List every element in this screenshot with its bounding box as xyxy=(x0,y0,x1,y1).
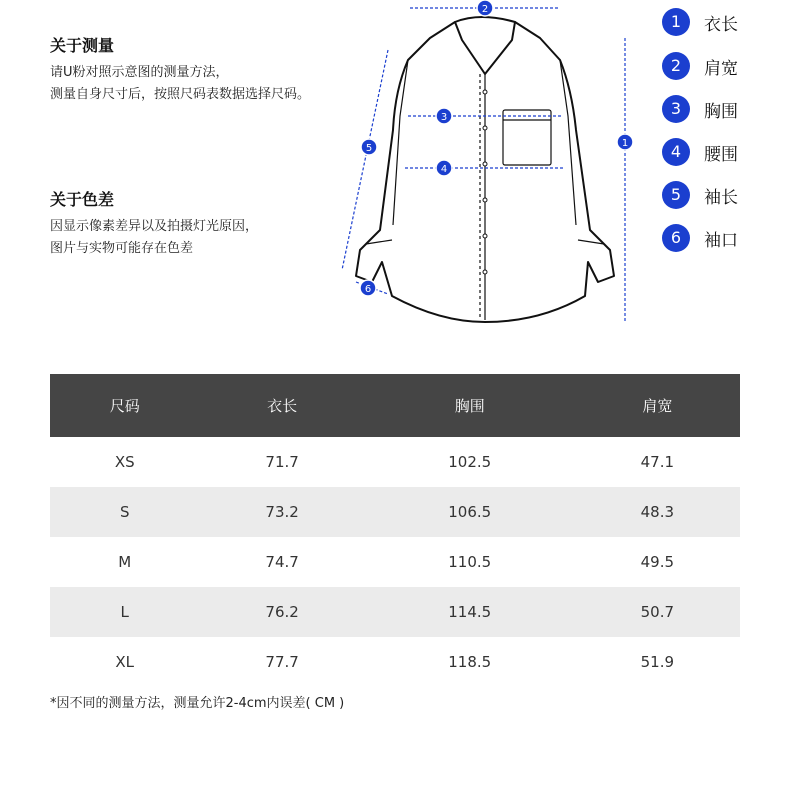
cell-size: L xyxy=(50,587,199,637)
color-desc xyxy=(50,216,258,260)
table-header-row xyxy=(50,374,740,437)
legend-label: 胸围 xyxy=(704,102,738,122)
legend-item xyxy=(662,52,782,82)
measure-line-2: 测量自身尺寸后，按照尺码表数据选择尺码。 xyxy=(50,87,311,102)
legend-item xyxy=(662,95,782,125)
cell-length: 71.7 xyxy=(265,453,299,471)
legend-label: 袖长 xyxy=(704,188,738,208)
marker-2: 2 xyxy=(481,4,489,15)
cell-shoulder: 50.7 xyxy=(575,587,740,637)
legend-number: 3 xyxy=(662,95,690,123)
legend-number: 5 xyxy=(662,181,690,209)
col-header-chest: 胸围 xyxy=(365,374,575,437)
legend-label: 衣长 xyxy=(704,15,738,35)
color-line-1: 因显示像素差异以及拍摄灯光原因， xyxy=(50,219,259,234)
cell-size: XS xyxy=(114,453,135,471)
legend-number: 2 xyxy=(662,52,690,80)
cell-length: 76.2 xyxy=(199,587,364,637)
cell-shoulder: 48.3 xyxy=(575,487,740,537)
shirt-diagram xyxy=(330,0,650,335)
legend-label: 腰围 xyxy=(704,145,738,165)
table-row xyxy=(50,637,740,687)
cell-size: XL xyxy=(115,653,135,671)
col-header-shoulder: 肩宽 xyxy=(575,374,740,437)
color-line-2: 图片与实物可能存在色差 xyxy=(50,241,194,256)
col-header-size: 尺码 xyxy=(50,374,199,437)
table-row xyxy=(50,487,740,537)
legend-number: 6 xyxy=(662,224,690,252)
legend-label: 肩宽 xyxy=(704,59,738,79)
cell-shoulder: 49.5 xyxy=(640,553,675,571)
cell-chest: 102.5 xyxy=(448,453,492,471)
table-row xyxy=(50,537,740,587)
measure-title: 关于测量 xyxy=(50,36,115,55)
cell-chest: 114.5 xyxy=(365,587,575,637)
color-title: 关于色差 xyxy=(50,190,115,209)
legend-item xyxy=(662,8,782,38)
cell-length: 77.7 xyxy=(265,653,299,671)
size-table xyxy=(50,374,740,687)
footnote: *因不同的测量方法，测量允许2-4cm内误差( CM ) xyxy=(50,696,345,711)
cell-size: M xyxy=(118,553,132,571)
col-header-length: 衣长 xyxy=(199,374,364,437)
cell-size: S xyxy=(50,487,199,537)
marker-6: 6 xyxy=(364,284,372,295)
table-row xyxy=(50,437,740,487)
cell-chest: 110.5 xyxy=(448,553,492,571)
marker-1: 1 xyxy=(621,138,629,149)
marker-5: 5 xyxy=(365,143,373,154)
cell-chest: 106.5 xyxy=(365,487,575,537)
measure-desc xyxy=(50,62,310,106)
measure-line-1: 请U粉对照示意图的测量方法， xyxy=(50,65,229,80)
table-row xyxy=(50,587,740,637)
cell-length: 74.7 xyxy=(265,553,299,571)
cell-chest: 118.5 xyxy=(448,653,492,671)
legend-number: 4 xyxy=(662,138,690,166)
marker-4: 4 xyxy=(440,164,448,175)
legend-item xyxy=(662,138,782,168)
cell-shoulder: 51.9 xyxy=(640,653,675,671)
cell-length: 73.2 xyxy=(199,487,364,537)
legend-label: 袖口 xyxy=(704,231,738,251)
legend-item xyxy=(662,181,782,211)
marker-3: 3 xyxy=(440,112,448,123)
cell-shoulder: 47.1 xyxy=(640,453,675,471)
legend-item xyxy=(662,224,782,254)
legend-number: 1 xyxy=(662,8,690,36)
